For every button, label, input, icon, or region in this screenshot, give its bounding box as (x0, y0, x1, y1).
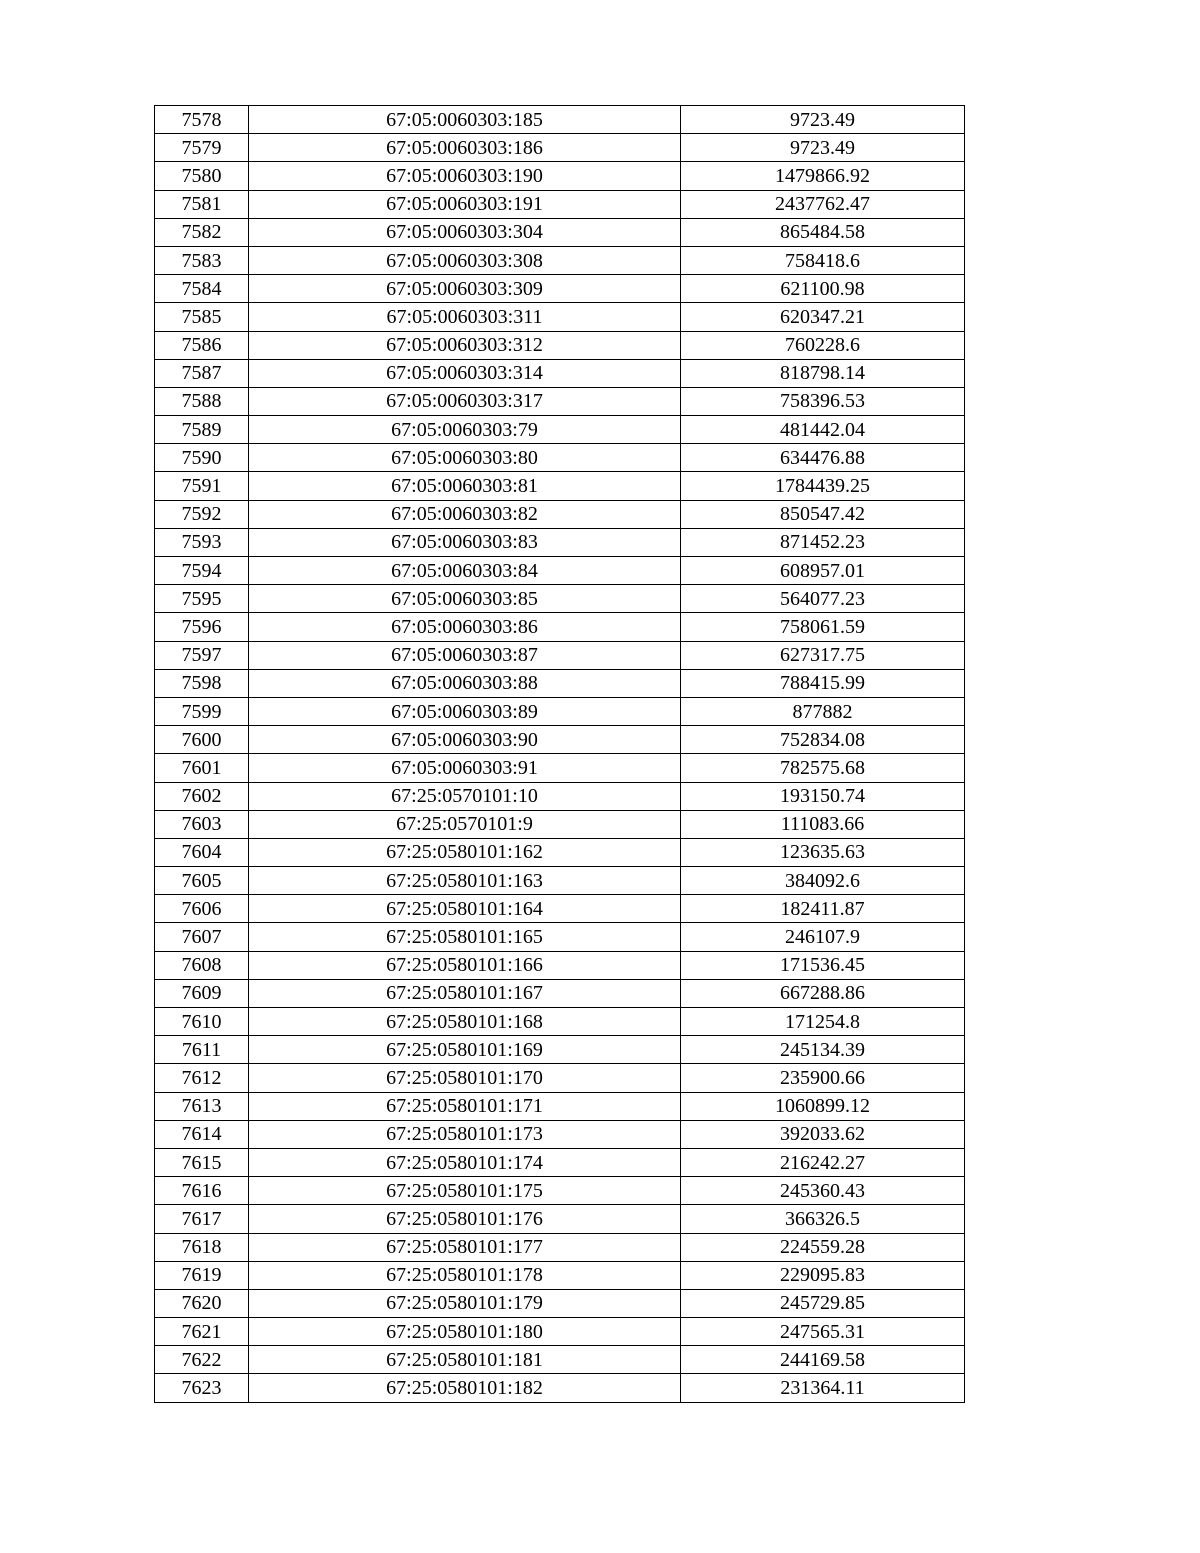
cadastral-number-cell: 67:05:0060303:86 (249, 613, 681, 641)
row-number-cell: 7603 (155, 810, 249, 838)
row-number-cell: 7590 (155, 444, 249, 472)
value-cell: 758418.6 (681, 246, 965, 274)
cadastral-number-cell: 67:05:0060303:309 (249, 275, 681, 303)
row-number-cell: 7617 (155, 1205, 249, 1233)
value-cell: 865484.58 (681, 218, 965, 246)
cadastral-number-cell: 67:05:0060303:191 (249, 190, 681, 218)
value-cell: 667288.86 (681, 979, 965, 1007)
value-cell: 9723.49 (681, 106, 965, 134)
table-row (155, 951, 965, 979)
value-cell: 481442.04 (681, 416, 965, 444)
value-cell: 193150.74 (681, 782, 965, 810)
table-row (155, 1233, 965, 1261)
table-row (155, 416, 965, 444)
cadastral-number-cell: 67:25:0580101:170 (249, 1064, 681, 1092)
value-cell: 224559.28 (681, 1233, 965, 1261)
row-number-cell: 7615 (155, 1148, 249, 1176)
row-number-cell: 7595 (155, 585, 249, 613)
value-cell: 1479866.92 (681, 162, 965, 190)
table-row (155, 1008, 965, 1036)
value-cell: 877882 (681, 697, 965, 725)
value-cell: 564077.23 (681, 585, 965, 613)
cadastral-number-cell: 67:05:0060303:88 (249, 669, 681, 697)
table-row (155, 106, 965, 134)
table-row (155, 444, 965, 472)
cadastral-number-cell: 67:25:0580101:173 (249, 1120, 681, 1148)
cadastral-number-cell: 67:05:0060303:87 (249, 641, 681, 669)
cadastral-number-cell: 67:05:0060303:81 (249, 472, 681, 500)
row-number-cell: 7623 (155, 1374, 249, 1402)
row-number-cell: 7608 (155, 951, 249, 979)
row-number-cell: 7596 (155, 613, 249, 641)
row-number-cell: 7602 (155, 782, 249, 810)
row-number-cell: 7582 (155, 218, 249, 246)
row-number-cell: 7622 (155, 1346, 249, 1374)
value-cell: 608957.01 (681, 557, 965, 585)
value-cell: 171254.8 (681, 1008, 965, 1036)
table-row (155, 669, 965, 697)
value-cell: 1784439.25 (681, 472, 965, 500)
row-number-cell: 7588 (155, 387, 249, 415)
value-cell: 788415.99 (681, 669, 965, 697)
table-row (155, 1374, 965, 1402)
row-number-cell: 7593 (155, 528, 249, 556)
table-row (155, 303, 965, 331)
table-row (155, 190, 965, 218)
cadastral-number-cell: 67:05:0060303:186 (249, 134, 681, 162)
row-number-cell: 7579 (155, 134, 249, 162)
table-row (155, 275, 965, 303)
table-row (155, 1346, 965, 1374)
cadastral-number-cell: 67:25:0580101:171 (249, 1092, 681, 1120)
table-row (155, 585, 965, 613)
cadastral-number-cell: 67:25:0580101:179 (249, 1289, 681, 1317)
table-row (155, 1148, 965, 1176)
row-number-cell: 7605 (155, 867, 249, 895)
table-row (155, 500, 965, 528)
cadastral-number-cell: 67:05:0060303:84 (249, 557, 681, 585)
table-row (155, 359, 965, 387)
table-row (155, 697, 965, 725)
table-row (155, 923, 965, 951)
cadastral-number-cell: 67:25:0580101:163 (249, 867, 681, 895)
value-cell: 231364.11 (681, 1374, 965, 1402)
cadastral-number-cell: 67:25:0580101:177 (249, 1233, 681, 1261)
value-cell: 245729.85 (681, 1289, 965, 1317)
row-number-cell: 7584 (155, 275, 249, 303)
table-row (155, 331, 965, 359)
cadastral-number-cell: 67:25:0580101:162 (249, 838, 681, 866)
table-row (155, 1318, 965, 1346)
value-cell: 621100.98 (681, 275, 965, 303)
table-row (155, 162, 965, 190)
row-number-cell: 7601 (155, 754, 249, 782)
value-cell: 392033.62 (681, 1120, 965, 1148)
cadastral-number-cell: 67:05:0060303:190 (249, 162, 681, 190)
row-number-cell: 7611 (155, 1036, 249, 1064)
row-number-cell: 7619 (155, 1261, 249, 1289)
row-number-cell: 7620 (155, 1289, 249, 1317)
value-cell: 247565.31 (681, 1318, 965, 1346)
cadastral-number-cell: 67:05:0060303:89 (249, 697, 681, 725)
row-number-cell: 7589 (155, 416, 249, 444)
cadastral-number-cell: 67:25:0580101:166 (249, 951, 681, 979)
cadastral-number-cell: 67:05:0060303:91 (249, 754, 681, 782)
row-number-cell: 7612 (155, 1064, 249, 1092)
table-row (155, 134, 965, 162)
cadastral-number-cell: 67:05:0060303:304 (249, 218, 681, 246)
row-number-cell: 7597 (155, 641, 249, 669)
cadastral-number-cell: 67:25:0580101:178 (249, 1261, 681, 1289)
table-row (155, 1205, 965, 1233)
table-row (155, 810, 965, 838)
cadastral-number-cell: 67:25:0580101:182 (249, 1374, 681, 1402)
value-cell: 2437762.47 (681, 190, 965, 218)
cadastral-number-cell: 67:05:0060303:317 (249, 387, 681, 415)
cadastral-number-cell: 67:25:0580101:168 (249, 1008, 681, 1036)
table-row (155, 1092, 965, 1120)
cadastral-number-cell: 67:25:0580101:175 (249, 1177, 681, 1205)
row-number-cell: 7609 (155, 979, 249, 1007)
cadastral-number-cell: 67:05:0060303:185 (249, 106, 681, 134)
table-row (155, 782, 965, 810)
table-row (155, 472, 965, 500)
row-number-cell: 7599 (155, 697, 249, 725)
row-number-cell: 7621 (155, 1318, 249, 1346)
row-number-cell: 7581 (155, 190, 249, 218)
value-cell: 245360.43 (681, 1177, 965, 1205)
row-number-cell: 7600 (155, 726, 249, 754)
cadastral-number-cell: 67:05:0060303:82 (249, 500, 681, 528)
table-body (155, 106, 965, 1403)
table-row (155, 1120, 965, 1148)
table-row (155, 979, 965, 1007)
value-cell: 123635.63 (681, 838, 965, 866)
table-row (155, 1177, 965, 1205)
value-cell: 246107.9 (681, 923, 965, 951)
row-number-cell: 7607 (155, 923, 249, 951)
row-number-cell: 7586 (155, 331, 249, 359)
cadastral-number-cell: 67:25:0580101:164 (249, 895, 681, 923)
cadastral-number-cell: 67:05:0060303:311 (249, 303, 681, 331)
row-number-cell: 7604 (155, 838, 249, 866)
cadastral-number-cell: 67:05:0060303:312 (249, 331, 681, 359)
value-cell: 850547.42 (681, 500, 965, 528)
row-number-cell: 7613 (155, 1092, 249, 1120)
row-number-cell: 7618 (155, 1233, 249, 1261)
table-row (155, 557, 965, 585)
row-number-cell: 7614 (155, 1120, 249, 1148)
table-row (155, 726, 965, 754)
value-cell: 782575.68 (681, 754, 965, 782)
cadastral-number-cell: 67:05:0060303:79 (249, 416, 681, 444)
table-row (155, 1036, 965, 1064)
value-cell: 818798.14 (681, 359, 965, 387)
cadastral-number-cell: 67:25:0580101:176 (249, 1205, 681, 1233)
value-cell: 758396.53 (681, 387, 965, 415)
cadastral-number-cell: 67:05:0060303:90 (249, 726, 681, 754)
cadastral-number-cell: 67:05:0060303:85 (249, 585, 681, 613)
row-number-cell: 7606 (155, 895, 249, 923)
table-row (155, 838, 965, 866)
row-number-cell: 7594 (155, 557, 249, 585)
row-number-cell: 7610 (155, 1008, 249, 1036)
cadastral-number-cell: 67:25:0580101:167 (249, 979, 681, 1007)
value-cell: 111083.66 (681, 810, 965, 838)
cadastral-number-cell: 67:05:0060303:83 (249, 528, 681, 556)
value-cell: 171536.45 (681, 951, 965, 979)
row-number-cell: 7598 (155, 669, 249, 697)
row-number-cell: 7591 (155, 472, 249, 500)
cadastral-number-cell: 67:25:0570101:10 (249, 782, 681, 810)
row-number-cell: 7587 (155, 359, 249, 387)
value-cell: 760228.6 (681, 331, 965, 359)
cadastral-number-cell: 67:25:0570101:9 (249, 810, 681, 838)
cadastral-number-cell: 67:25:0580101:180 (249, 1318, 681, 1346)
value-cell: 366326.5 (681, 1205, 965, 1233)
table-row (155, 1064, 965, 1092)
table-row (155, 387, 965, 415)
value-cell: 244169.58 (681, 1346, 965, 1374)
value-cell: 182411.87 (681, 895, 965, 923)
row-number-cell: 7616 (155, 1177, 249, 1205)
row-number-cell: 7592 (155, 500, 249, 528)
table-row (155, 641, 965, 669)
table-row (155, 246, 965, 274)
row-number-cell: 7583 (155, 246, 249, 274)
value-cell: 229095.83 (681, 1261, 965, 1289)
table-row (155, 1261, 965, 1289)
value-cell: 620347.21 (681, 303, 965, 331)
row-number-cell: 7585 (155, 303, 249, 331)
value-cell: 627317.75 (681, 641, 965, 669)
value-cell: 1060899.12 (681, 1092, 965, 1120)
value-cell: 752834.08 (681, 726, 965, 754)
value-cell: 758061.59 (681, 613, 965, 641)
table-row (155, 218, 965, 246)
value-cell: 634476.88 (681, 444, 965, 472)
cadastral-number-cell: 67:25:0580101:169 (249, 1036, 681, 1064)
value-cell: 9723.49 (681, 134, 965, 162)
row-number-cell: 7580 (155, 162, 249, 190)
cadastral-number-cell: 67:05:0060303:80 (249, 444, 681, 472)
row-number-cell: 7578 (155, 106, 249, 134)
cadastral-number-cell: 67:05:0060303:308 (249, 246, 681, 274)
cadastral-number-cell: 67:25:0580101:181 (249, 1346, 681, 1374)
table-row (155, 528, 965, 556)
cadastral-number-cell: 67:05:0060303:314 (249, 359, 681, 387)
cadastral-number-cell: 67:25:0580101:165 (249, 923, 681, 951)
table-row (155, 1289, 965, 1317)
value-cell: 235900.66 (681, 1064, 965, 1092)
table-row (155, 754, 965, 782)
cadastral-number-cell: 67:25:0580101:174 (249, 1148, 681, 1176)
value-cell: 871452.23 (681, 528, 965, 556)
value-cell: 245134.39 (681, 1036, 965, 1064)
table-row (155, 867, 965, 895)
cadastral-value-table (154, 105, 965, 1403)
value-cell: 384092.6 (681, 867, 965, 895)
value-cell: 216242.27 (681, 1148, 965, 1176)
table-row (155, 613, 965, 641)
table-row (155, 895, 965, 923)
